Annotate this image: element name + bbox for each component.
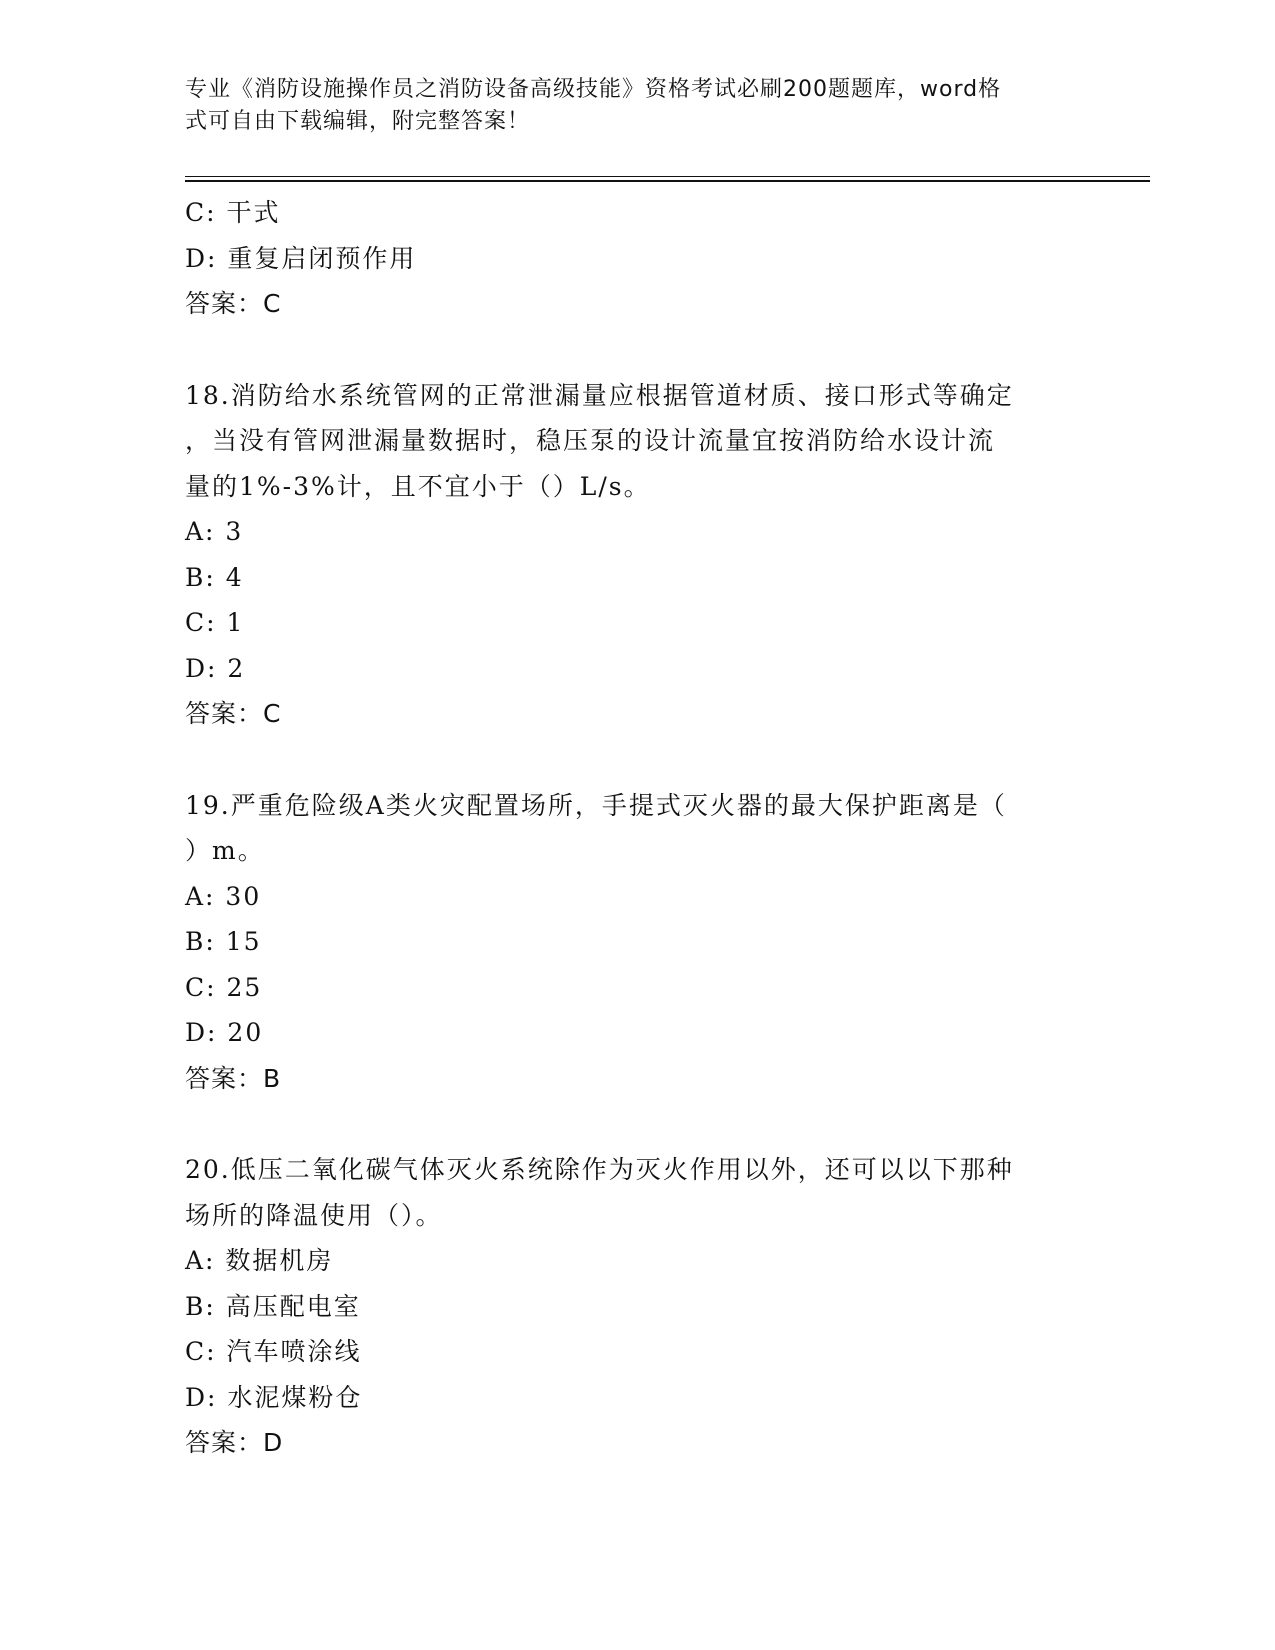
option-d: D: 水泥煤粉仓 — [185, 1382, 363, 1412]
question-text-line: 18.消防给水系统管网的正常泄漏量应根据管道材质、接口形式等确定 — [185, 380, 1014, 410]
question-18-block — [185, 373, 1085, 737]
option-b: B: 15 — [185, 927, 262, 956]
question-spacer — [185, 327, 1085, 373]
question-text-line: 场所的降温使用（）。 — [185, 1200, 443, 1230]
question-text — [185, 373, 1085, 510]
question-spacer — [185, 737, 1085, 783]
header-line-2: 式可自由下载编辑，附完整答案！ — [185, 109, 531, 134]
question-17-block — [185, 190, 1085, 327]
question-text — [185, 1147, 1085, 1238]
option-c: C: 干式 — [185, 198, 281, 227]
option-a: A: 数据机房 — [185, 1246, 334, 1275]
option-d: D: 2 — [185, 653, 246, 683]
option-b: B: 高压配电室 — [185, 1291, 361, 1321]
question-text-line: ）m。 — [185, 836, 265, 865]
header-divider-thick — [185, 180, 1150, 182]
document-header — [185, 74, 1065, 138]
question-text-line: 20.低压二氧化碳气体灭火系统除作为灭火作用以外，还可以以下那种 — [185, 1155, 1014, 1184]
option-d: D: 重复启闭预作用 — [185, 243, 417, 273]
option-c: C: 汽车喷涂线 — [185, 1337, 362, 1366]
question-text-line: 19.严重危险级A类火灾配置场所，手提式灭火器的最大保护距离是（ — [185, 790, 1007, 820]
header-line-1: 专业《消防设施操作员之消防设备高级技能》资格考试必刷200题题库，word格 — [185, 77, 1002, 102]
answer-line: 答案：C — [185, 699, 282, 728]
answer-line: 答案：B — [185, 1063, 282, 1093]
option-b: B: 4 — [185, 562, 244, 592]
question-spacer — [185, 1101, 1085, 1147]
question-19-block — [185, 783, 1085, 1102]
question-text-line: ，当没有管网泄漏量数据时，稳压泵的设计流量宜按消防给水设计流 — [185, 426, 996, 455]
question-20-block — [185, 1147, 1085, 1466]
option-c: C: 1 — [185, 608, 245, 637]
option-c: C: 25 — [185, 972, 263, 1002]
option-d: D: 20 — [185, 1018, 264, 1047]
answer-line: 答案：D — [185, 1428, 284, 1457]
answer-line: 答案：C — [185, 289, 282, 318]
question-text — [185, 783, 1085, 874]
question-content — [185, 190, 1085, 1466]
option-a: A: 3 — [185, 517, 244, 546]
option-a: A: 30 — [185, 881, 262, 911]
header-divider-thin — [185, 176, 1150, 177]
question-text-line: 量的1%-3%计，且不宜小于（）L/s。 — [185, 471, 651, 501]
